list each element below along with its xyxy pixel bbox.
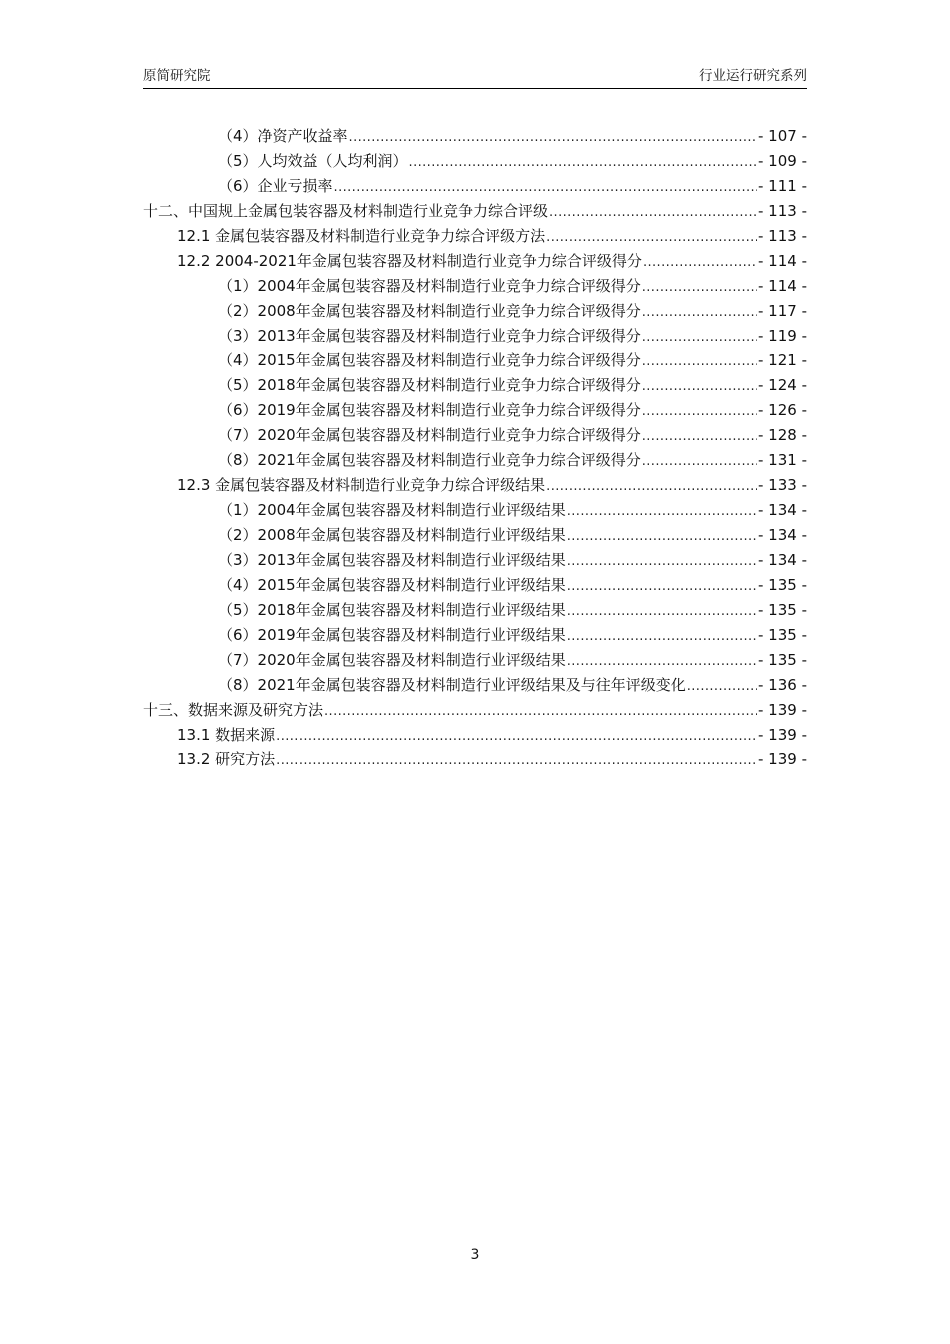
toc-entry-page: - 135 - (758, 600, 807, 619)
toc-entry-label: （4）2015年金属包装容器及材料制造行业竞争力综合评级得分 (218, 351, 641, 370)
toc-entry-page: - 139 - (758, 725, 807, 744)
toc-entry-page: - 133 - (758, 476, 807, 495)
toc-entry-label: （7）2020年金属包装容器及材料制造行业评级结果 (218, 650, 566, 669)
toc-entry[interactable] (143, 747, 807, 772)
table-of-contents (143, 124, 807, 772)
toc-entry-label: （3）2013年金属包装容器及材料制造行业评级结果 (218, 550, 566, 569)
toc-entry[interactable] (143, 324, 807, 349)
toc-entry[interactable] (143, 199, 807, 224)
toc-entry-page: - 134 - (758, 501, 807, 520)
toc-dot-leader (549, 201, 757, 226)
toc-dot-leader (642, 375, 757, 400)
toc-dot-leader (642, 326, 757, 351)
toc-entry-label: 12.1 金属包装容器及材料制造行业竞争力综合评级方法 (177, 226, 546, 245)
toc-entry-page: - 124 - (758, 376, 807, 395)
toc-entry[interactable] (143, 673, 807, 698)
toc-entry-label: （4）净资产收益率 (218, 127, 348, 145)
toc-entry[interactable] (143, 623, 807, 648)
toc-entry[interactable] (143, 498, 807, 523)
toc-entry-label: （8）2021年金属包装容器及材料制造行业竞争力综合评级得分 (218, 451, 641, 470)
toc-dot-leader (642, 425, 757, 450)
page-number: 3 (470, 1247, 480, 1263)
toc-entry[interactable] (143, 398, 807, 423)
toc-dot-leader (642, 276, 757, 301)
toc-dot-leader (643, 251, 757, 276)
toc-entry-page: - 121 - (758, 351, 807, 370)
toc-entry-label: （1）2004年金属包装容器及材料制造行业竞争力综合评级得分 (218, 276, 641, 295)
toc-entry-label: 12.2 2004-2021年金属包装容器及材料制造行业竞争力综合评级得分 (177, 251, 642, 270)
toc-entry-page: - 107 - (758, 127, 807, 145)
toc-entry-page: - 128 - (758, 426, 807, 445)
toc-entry[interactable] (143, 174, 807, 199)
toc-dot-leader (567, 575, 757, 600)
toc-entry[interactable] (143, 448, 807, 473)
toc-entry[interactable] (143, 723, 807, 748)
toc-entry-page: - 119 - (758, 326, 807, 345)
toc-entry-label: 十二、中国规上金属包装容器及材料制造行业竞争力综合评级 (143, 201, 549, 220)
toc-entry-label: （4）2015年金属包装容器及材料制造行业评级结果 (218, 575, 566, 594)
toc-entry-page: - 135 - (758, 650, 807, 669)
toc-entry-page: - 113 - (758, 201, 807, 220)
toc-entry-page: - 117 - (758, 301, 807, 320)
toc-entry[interactable] (143, 573, 807, 598)
toc-dot-leader (567, 500, 757, 525)
toc-entry-page: - 131 - (758, 451, 807, 470)
toc-dot-leader (567, 650, 757, 675)
toc-dot-leader (567, 625, 757, 650)
toc-entry-page: - 139 - (758, 750, 807, 769)
toc-entry-label: （5）2018年金属包装容器及材料制造行业评级结果 (218, 600, 566, 619)
toc-entry[interactable] (143, 274, 807, 299)
toc-entry-page: - 109 - (758, 151, 807, 170)
toc-dot-leader (642, 350, 757, 375)
toc-entry-label: （1）2004年金属包装容器及材料制造行业评级结果 (218, 501, 566, 520)
toc-entry[interactable] (143, 698, 807, 723)
toc-entry[interactable] (143, 373, 807, 398)
toc-entry-page: - 136 - (758, 675, 807, 694)
toc-entry-label: 13.1 数据来源 (177, 725, 276, 744)
toc-dot-leader (567, 600, 757, 625)
toc-entry[interactable] (143, 149, 807, 174)
toc-entry[interactable] (143, 423, 807, 448)
toc-entry[interactable] (143, 249, 807, 274)
toc-dot-leader (546, 475, 757, 500)
toc-entry-label: （5）人均效益（人均利润） (218, 151, 408, 170)
toc-dot-leader (324, 700, 757, 725)
header-series-name: 行业运行研究系列 (699, 68, 807, 84)
toc-dot-leader (567, 525, 757, 550)
toc-entry-page: - 135 - (758, 575, 807, 594)
toc-entry-label: （3）2013年金属包装容器及材料制造行业竞争力综合评级得分 (218, 326, 641, 345)
toc-entry-label: （6）2019年金属包装容器及材料制造行业竞争力综合评级得分 (218, 401, 641, 420)
toc-dot-leader (567, 550, 757, 575)
toc-entry[interactable] (143, 548, 807, 573)
page-header (143, 66, 807, 89)
toc-dot-leader (642, 450, 757, 475)
toc-entry-page: - 139 - (758, 700, 807, 719)
toc-entry-page: - 114 - (758, 251, 807, 270)
toc-dot-leader (642, 400, 757, 425)
toc-entry[interactable] (143, 523, 807, 548)
toc-dot-leader (546, 226, 757, 251)
toc-entry-label: （5）2018年金属包装容器及材料制造行业竞争力综合评级得分 (218, 376, 641, 395)
toc-entry-page: - 126 - (758, 401, 807, 420)
toc-entry-label: 13.2 研究方法 (177, 750, 276, 769)
toc-entry-page: - 114 - (758, 276, 807, 295)
toc-entry-label: （8）2021年金属包装容器及材料制造行业评级结果及与往年评级变化 (218, 675, 686, 694)
toc-dot-leader (409, 151, 757, 176)
toc-entry-page: - 113 - (758, 226, 807, 245)
toc-dot-leader (276, 725, 757, 750)
toc-dot-leader (642, 301, 757, 326)
toc-entry-label: （6）2019年金属包装容器及材料制造行业评级结果 (218, 625, 566, 644)
toc-entry-page: - 135 - (758, 625, 807, 644)
toc-entry-page: - 134 - (758, 550, 807, 569)
toc-entry[interactable] (143, 648, 807, 673)
toc-dot-leader (276, 749, 757, 774)
toc-entry-label: 12.3 金属包装容器及材料制造行业竞争力综合评级结果 (177, 476, 546, 495)
toc-entry-label: （7）2020年金属包装容器及材料制造行业竞争力综合评级得分 (218, 426, 641, 445)
toc-entry[interactable] (143, 348, 807, 373)
toc-entry-label: （6）企业亏损率 (218, 176, 333, 195)
toc-entry-page: - 134 - (758, 526, 807, 544)
toc-entry-label: （2）2008年金属包装容器及材料制造行业评级结果 (218, 526, 566, 544)
toc-dot-leader (334, 176, 757, 201)
header-org-name: 原简研究院 (143, 68, 211, 84)
toc-entry[interactable] (143, 598, 807, 623)
toc-entry-label: 十三、数据来源及研究方法 (143, 700, 324, 719)
toc-entry[interactable] (143, 299, 807, 324)
toc-entry[interactable] (143, 473, 807, 498)
toc-dot-leader (349, 126, 757, 151)
toc-entry-page: - 111 - (758, 176, 807, 195)
toc-dot-leader (687, 675, 757, 700)
toc-entry[interactable] (143, 224, 807, 249)
toc-entry-label: （2）2008年金属包装容器及材料制造行业竞争力综合评级得分 (218, 301, 641, 320)
toc-entry[interactable] (143, 124, 807, 149)
